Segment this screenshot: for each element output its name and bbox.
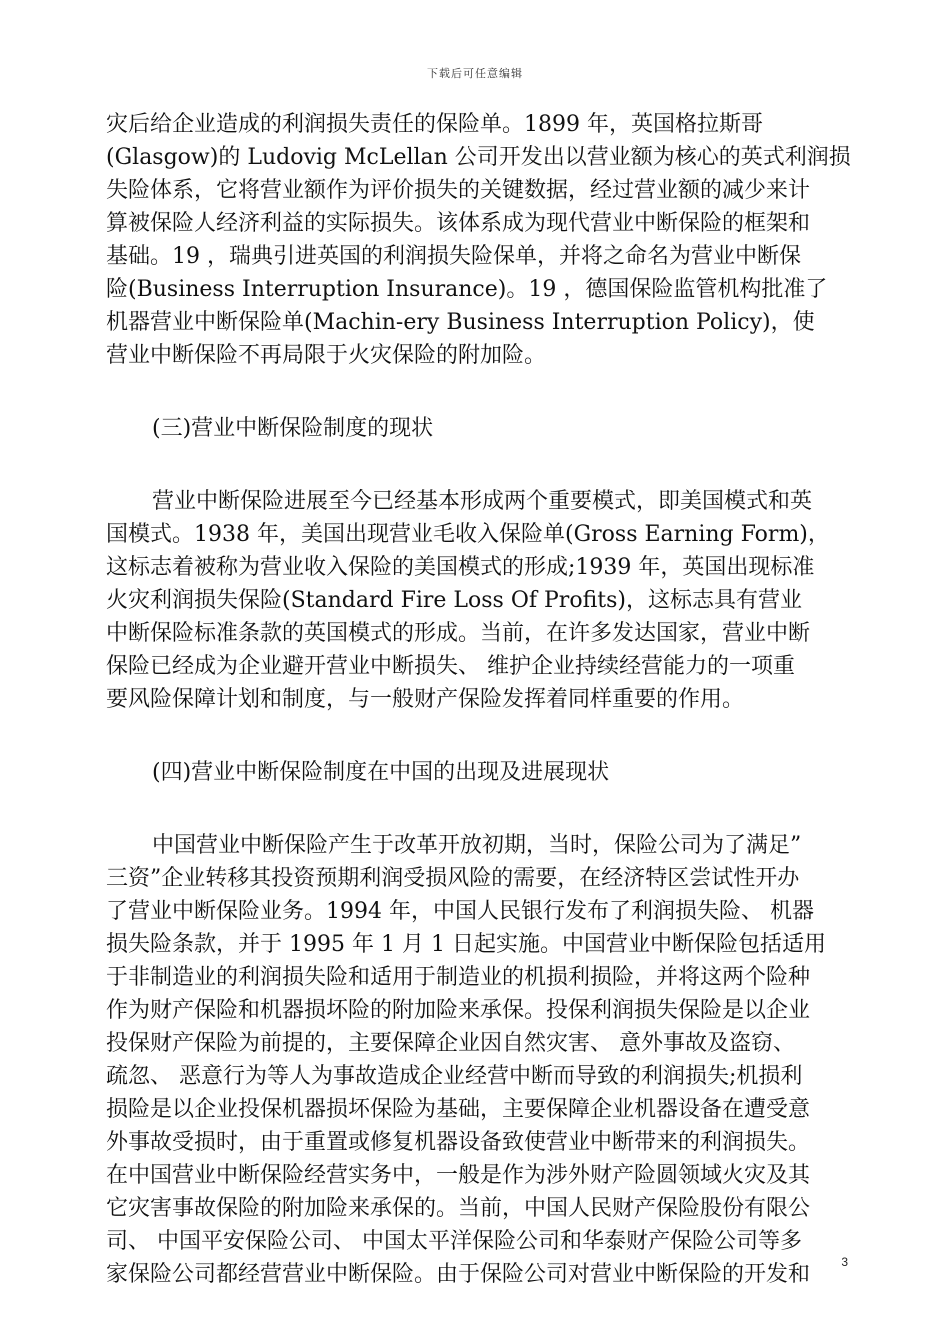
paragraph-3 bbox=[106, 829, 846, 1291]
page-header: 下载后可任意编辑 bbox=[427, 67, 523, 80]
text-line: 火灾利润损失保险(Standard Fire Loss Of Profits)，这标志具有营业 bbox=[106, 588, 802, 613]
text-line: (Glasgow)的 Ludovig McLellan 公司开发出以营业额为核心的英式利润损 bbox=[106, 145, 851, 170]
text-line: 基础。19 ，瑞典引进英国的利润损失险保单，并将之命名为营业中断保 bbox=[106, 244, 801, 269]
text-line: 外事故受损时，由于重置或修复机器设备致使营业中断带来的利润损失。 bbox=[106, 1130, 811, 1155]
text-line: 了营业中断保险业务。1994 年，中国人民银行发布了利润损失险、 机器 bbox=[106, 899, 814, 924]
text-line: 这标志着被称为营业收入保险的美国模式的形成;1939 年，英国出现标准 bbox=[106, 555, 815, 580]
text-line: 家保险公司都经营营业中断保险。由于保险公司对营业中断保险的开发和 bbox=[106, 1262, 811, 1287]
text-line: 国模式。1938 年，美国出现营业毛收入保险单(Gross Earning Form)， bbox=[106, 522, 830, 547]
text-line: 算被保险人经济利益的实际损失。该体系成为现代营业中断保险的框架和 bbox=[106, 211, 811, 236]
text-line: 疏忽、 恶意行为等人为事故造成企业经营中断而导致的利润损失;机损利 bbox=[106, 1064, 803, 1089]
text-line: 中国营业中断保险产生于改革开放初期，当时，保险公司为了满足” bbox=[152, 833, 802, 858]
text-line: 于非制造业的利润损失险和适用于制造业的机损利损险，并将这两个险种 bbox=[106, 965, 811, 990]
text-line: 投保财产保险为前提的，主要保障企业因自然灾害、 意外事故及盗窃、 bbox=[106, 1031, 795, 1056]
paragraph-1 bbox=[106, 108, 851, 372]
text-line: 失险体系，它将营业额作为评价损失的关键数据，经过营业额的减少来计 bbox=[106, 178, 811, 203]
document-body bbox=[106, 108, 851, 1291]
text-line: 营业中断保险进展至今已经基本形成两个重要模式，即美国模式和英 bbox=[152, 489, 813, 514]
text-line: 作为财产保险和机器损坏险的附加险来承保。投保利润损失保险是以企业 bbox=[106, 998, 811, 1023]
text-line: 司、 中国平安保险公司、 中国太平洋保险公司和华泰财产保险公司等多 bbox=[106, 1229, 802, 1254]
text-line: 灾后给企业造成的利润损失责任的保险单。1899 年，英国格拉斯哥 bbox=[106, 112, 763, 137]
text-line: 险(Business Interruption Insurance)。19 ，德国保险监管机构批准了 bbox=[106, 277, 828, 302]
page-number: 3 bbox=[841, 1255, 848, 1269]
section-heading-4 bbox=[106, 756, 846, 789]
text-line: 营业中断保险不再局限于火灾保险的附加险。 bbox=[106, 343, 547, 368]
text-line: 在中国营业中断保险经营实务中，一般是作为涉外财产险圆领域火灾及其 bbox=[106, 1163, 811, 1188]
paragraph-2 bbox=[106, 485, 846, 716]
text-line: 要风险保障计划和制度，与一般财产保险发挥着同样重要的作用。 bbox=[106, 687, 745, 712]
text-line: 中断保险标准条款的英国模式的形成。当前，在许多发达国家，营业中断 bbox=[106, 621, 811, 646]
text-line: 损险是以企业投保机器损坏保险为基础，主要保障企业机器设备在遭受意 bbox=[106, 1097, 811, 1122]
text-line: 它灾害事故保险的附加险来承保的。当前，中国人民财产保险股份有限公 bbox=[106, 1196, 811, 1221]
section-heading: (四)营业中断保险制度在中国的出现及进展现状 bbox=[152, 760, 610, 785]
section-heading-3 bbox=[106, 412, 846, 445]
text-line: 三资”企业转移其投资预期利润受损风险的需要，在经济特区尝试性开办 bbox=[106, 866, 800, 891]
text-line: 保险已经成为企业避开营业中断损失、 维护企业持续经营能力的一项重 bbox=[106, 654, 795, 679]
text-line: 机器营业中断保险单(Machin-ery Business Interruption Policy)，使 bbox=[106, 310, 815, 335]
section-heading: (三)营业中断保险制度的现状 bbox=[152, 416, 434, 441]
text-line: 损失险条款，并于 1995 年 1 月 1 日起实施。中国营业中断保险包括适用 bbox=[106, 932, 826, 957]
